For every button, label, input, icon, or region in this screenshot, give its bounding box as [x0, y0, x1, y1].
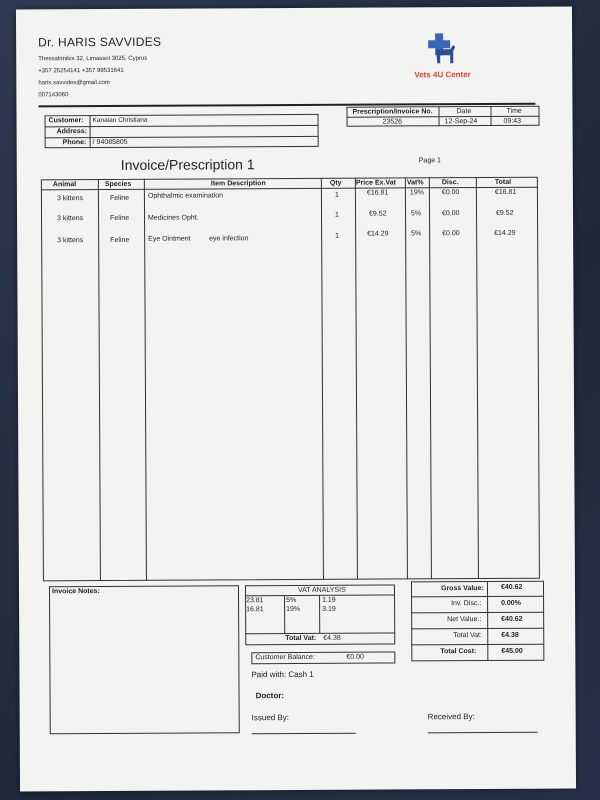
inv-disc-value: 0.00% [501, 599, 521, 607]
issued-by-label: Issued By: [251, 713, 290, 723]
customer-balance-label: Customer Balance: [255, 653, 315, 662]
table-row-disc: €0.00 [441, 189, 460, 197]
table-row-species: Feline [109, 194, 130, 202]
header-price: Price Ex.Vat [355, 179, 396, 187]
date-label: Date [456, 108, 472, 116]
invoice-paper [16, 7, 576, 792]
received-by-line [428, 732, 538, 734]
vat-row-amount: 1.19 [322, 596, 336, 604]
invoice-notes-label: Invoice Notes: [51, 588, 100, 596]
table-row-price: €9.52 [369, 210, 387, 218]
table-row-species: Feline [110, 214, 130, 222]
vat-row-rate: 19% [286, 605, 301, 614]
table-row-qty: 1 [335, 211, 339, 219]
table-row-total: €9.52 [496, 209, 514, 217]
table-row-vat: 5% [411, 210, 422, 218]
table-row-animal: 3 kittens [57, 215, 84, 223]
clinic-reg: 007143060 [38, 92, 69, 99]
header-qty: Qty [329, 179, 342, 187]
total-vat-label: Total Vat: [453, 632, 482, 640]
total-vat-value: €4.38 [501, 631, 519, 639]
page-number: Page 1 [418, 157, 441, 165]
vat-row-amount: 3.19 [322, 605, 336, 613]
clinic-logo-text: Vets 4U Center [414, 70, 471, 80]
table-row-total: €16.81 [494, 188, 517, 196]
gross-value: €40.62 [500, 583, 523, 591]
doctor-label: Doctor: [255, 691, 285, 701]
phone-label: Phone: [62, 139, 87, 147]
vat-analysis-divider [284, 595, 285, 633]
table-row-price: €16.81 [366, 189, 389, 197]
clinic-address: Thessalonikis 32, Limassol 3025, Cyprus [38, 55, 148, 63]
table-row-qty: 1 [335, 232, 340, 240]
table-row-description: Medicines Opht. [148, 214, 199, 222]
clinic-phones: +357 25254141 +357 99531641 [38, 67, 124, 75]
customer-balance-value: €0.00 [346, 653, 364, 661]
invoice-title: Invoice/Prescription 1 [120, 156, 255, 173]
date-value: 12-Sep-24 [444, 118, 478, 126]
phone-value: / 94085805 [92, 138, 128, 147]
table-row-animal: 3 kittens [57, 237, 84, 245]
table-row-vat: 19% [409, 189, 424, 197]
table-row-description: Eye Ointment [148, 235, 191, 243]
invoice-notes-box [49, 585, 240, 734]
time-value: 09:43 [503, 117, 522, 125]
customer-label: Customer: [48, 117, 84, 125]
table-row-disc: €0.00 [442, 210, 460, 218]
table-row-species: Feline [110, 236, 130, 244]
header-total: Total [494, 178, 512, 186]
header-disc: Disc. [441, 179, 459, 187]
vat-analysis-title: VAT ANALYSIS [297, 586, 346, 594]
net-value-label: Net Value.: [447, 616, 482, 624]
issued-by-line [252, 733, 356, 735]
header-vat: Vat% [406, 179, 424, 187]
time-label: Time [506, 107, 522, 115]
vat-row-rate: 5% [286, 597, 297, 605]
received-by-label: Received By: [427, 712, 475, 722]
customer-divider [90, 115, 91, 148]
vat-row-base: 23.81 [246, 597, 264, 605]
clinic-email: haris.savvides@gmail.com [38, 79, 110, 87]
net-value: €40.62 [501, 615, 523, 623]
vat-row-base: 16.81 [246, 606, 264, 614]
table-row-price: €14.29 [367, 230, 389, 238]
total-cost-value: €45.00 [501, 647, 523, 655]
paid-with: Paid with: Cash 1 [251, 669, 314, 680]
header-species: Species [104, 180, 132, 188]
header-description: Item Description [210, 180, 266, 188]
table-row-animal: 3 kittens [56, 195, 84, 203]
doctor-name: Dr. HARIS SAVVIDES [38, 34, 162, 50]
total-cost-label: Total Cost: [440, 648, 477, 656]
table-row-vat: 5% [411, 230, 422, 238]
vet-logo-icon [426, 33, 456, 67]
table-row-qty: 1 [334, 191, 339, 199]
gross-value-label: Gross Value: [440, 585, 484, 593]
header-animal: Animal [52, 181, 77, 189]
table-row-description: Ophthalmic examination [147, 192, 224, 200]
vat-total-value: €4.38 [323, 634, 341, 642]
table-row-total: €14.29 [494, 229, 516, 237]
vat-analysis-divider [319, 595, 320, 633]
table-row-disc: €0.00 [442, 230, 460, 238]
inv-disc-label: Inv. Disc.: [451, 600, 482, 608]
customer-name: Kanaian Christiana [92, 116, 148, 125]
address-label: Address: [56, 128, 87, 136]
prescription-no-value: 23526 [382, 118, 403, 126]
prescription-no-label: Prescription/Invoice No. [352, 108, 433, 116]
table-row-description-note: eye infection [209, 235, 249, 243]
vat-total-label: Total Vat: [285, 634, 317, 643]
